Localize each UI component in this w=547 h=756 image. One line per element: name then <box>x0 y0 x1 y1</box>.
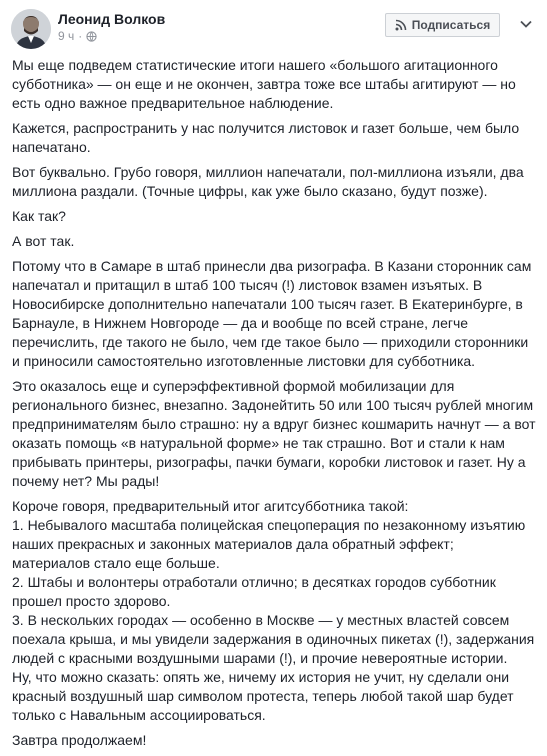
post-paragraph: Завтра продолжаем! <box>12 732 147 748</box>
post-paragraph: А вот так. <box>12 233 75 249</box>
post-options-button[interactable] <box>514 12 538 36</box>
post-time[interactable]: 9 ч <box>58 29 75 43</box>
post-paragraph: Это оказалось еще и суперэффективной формой мобилизации для регионального бизнес, внезапно. Задонейтить 50 или 100 тысяч рублей многим предпринимателям было страшно: ну а вдруг бизнес кошмарить начнут — а вот оказать помощь «в натуральной форме» не так страшно. Вот и стали к нам прибывать принтеры, ризографы, пачки бумаги, коробки листовок и газет. Ну а почему нет? Мы рады! <box>12 378 536 489</box>
avatar-photo <box>11 9 51 49</box>
post-meta <box>58 29 97 43</box>
post-paragraph: Мы еще подведем статистические итоги нашего «большого агитационного субботника» — он еще и не окончен, завтра тоже все штабы агитируют — но есть одно важное предварительное наблюдение. <box>12 57 516 111</box>
globe-icon <box>86 31 97 42</box>
post-paragraph: Как так? <box>12 208 66 224</box>
post-paragraph: Потому что в Самаре в штаб принесли два ризографа. В Казани сторонник сам напечатал и притащил в штаб 100 тысяч (!) листовок взамен изъятых. В Новосибирске дополнительно напечатали 100 тысяч газет. В Екатеринбурге, в Барнауле, в Нижнем Новгороде — да и вообще по всей стране, легче перечислить, где такого не было, чем где такое было — приходили сторонники и приносили самостоятельно изготовленные листовки для субботника. <box>12 258 532 369</box>
post-paragraph: Короче говоря, предварительный итог агитсубботника такой: 1. Небывалого масштаба полицейская спецоперация по незаконному изъятию наших прекрасных и законных материалов дала обратный эффект; материалов стало еще больше. 2. Штабы и волонтеры отработали отлично; в десятках городов субботник прошел просто здорово. 3. В нескольких городах — особенно в Москве — у местных властей совсем поехала крыша, и мы увидели задержания в одиночных пикетах (!), задержания людей с красными воздушными шарами (!), и прочие невероятные истории. Ну, что можно сказать: опять же, ничему их история не учит, ну сделали они красный воздушный шар символом протеста, теперь любой такой шар будет только с Навальным ассоциироваться. <box>12 498 535 723</box>
avatar[interactable] <box>11 9 51 49</box>
subscribe-label: Подписаться <box>411 18 491 32</box>
post-header <box>0 0 547 50</box>
post-paragraph: Вот буквально. Грубо говоря, миллион напечатали, пол-миллиона изъяли, два миллиона раздали. (Точные цифры, как уже было сказано, будут позже). <box>12 164 524 199</box>
post-body <box>12 56 537 756</box>
rss-icon <box>395 19 407 31</box>
meta-separator: · <box>78 29 83 43</box>
post-paragraph: Кажется, распространить у нас получится листовок и газет больше, чем было напечатано. <box>12 120 520 155</box>
subscribe-button[interactable] <box>385 13 500 37</box>
chevron-down-icon <box>520 20 532 28</box>
author-name[interactable]: Леонид Волков <box>58 11 166 27</box>
